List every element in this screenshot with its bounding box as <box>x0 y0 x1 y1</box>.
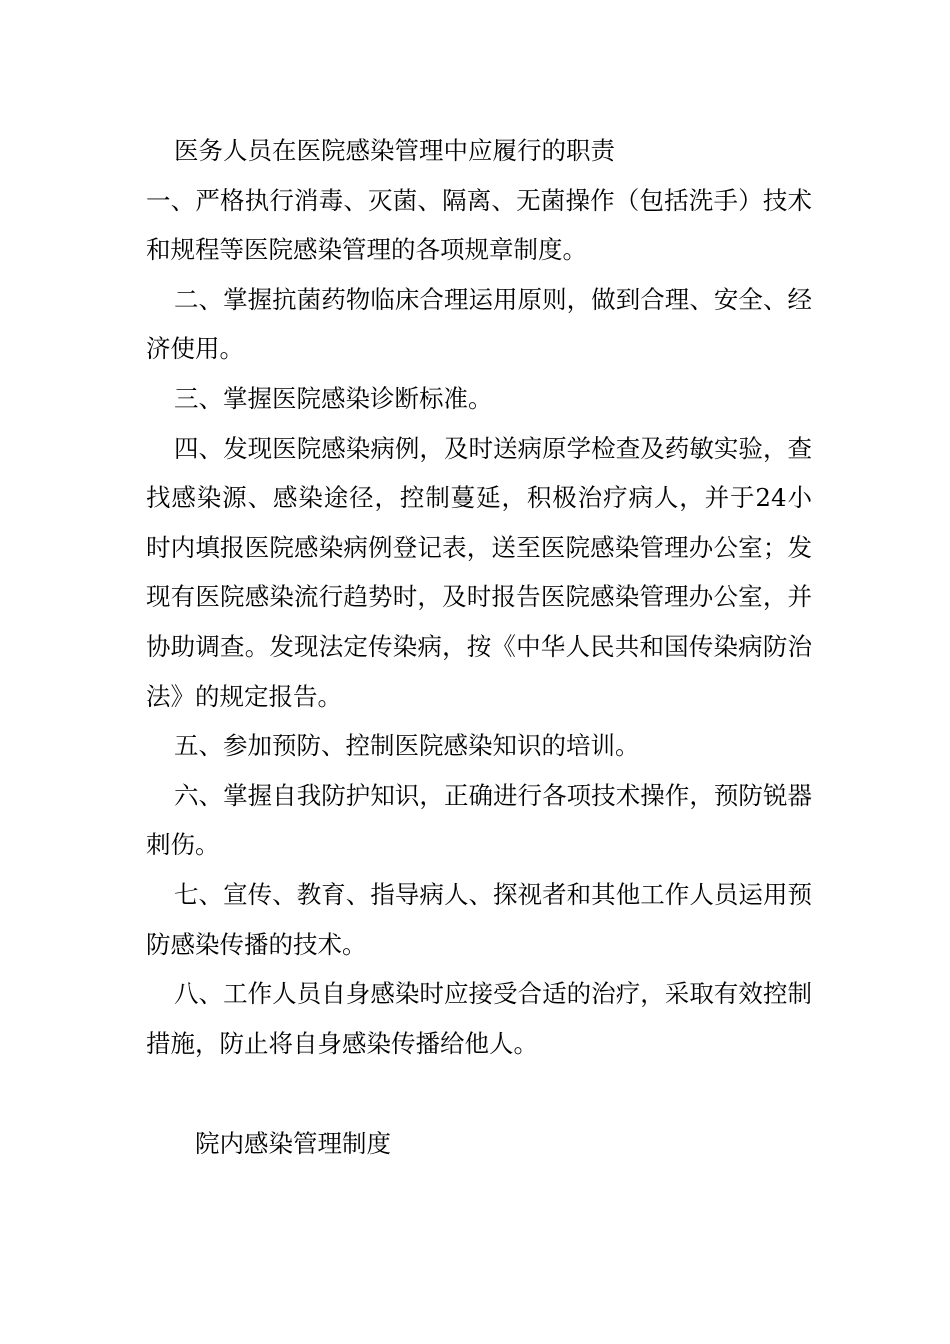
paragraph-7: 七、宣传、教育、指导病人、探视者和其他工作人员运用预防感染传播的技术。 <box>146 879 812 959</box>
paragraph-8: 八、工作人员自身感染时应接受合适的治疗，采取有效控制措施，防止将自身感染传播给他人。 <box>146 979 812 1058</box>
paragraph-2: 二、掌握抗菌药物临床合理运用原则，做到合理、安全、经济使用。 <box>146 284 812 364</box>
paragraph-3: 三、掌握医院感染诊断标准。 <box>174 383 493 413</box>
paragraph-5: 五、参加预防、控制医院感染知识的培训。 <box>174 731 640 761</box>
section-title: 院内感染管理制度 <box>195 1129 391 1158</box>
document-title: 医务人员在医院感染管理中应履行的职责 <box>174 136 615 165</box>
paragraph-1: 一、严格执行消毒、灭菌、隔离、无菌操作（包括洗手）技术和规程等医院感染管理的各项规章制度。 <box>146 185 812 265</box>
document-body <box>146 126 812 1068</box>
paragraph-6: 六、掌握自我防护知识，正确进行各项技术操作，预防锐器刺伤。 <box>146 780 812 860</box>
paragraph-4: 四、发现医院感染病例，及时送病原学检查及药敏实验，查找感染源、感染途径，控制蔓延，积极治疗病人，并于24小时内填报医院感染病例登记表，送至医院感染管理办公室；发现有医院感染流行趋势时，及时报告医院感染管理办公室，并协助调查。发现法定传染病，按《中华人民共和国传染病防治法》的规定报告。 <box>146 433 812 711</box>
